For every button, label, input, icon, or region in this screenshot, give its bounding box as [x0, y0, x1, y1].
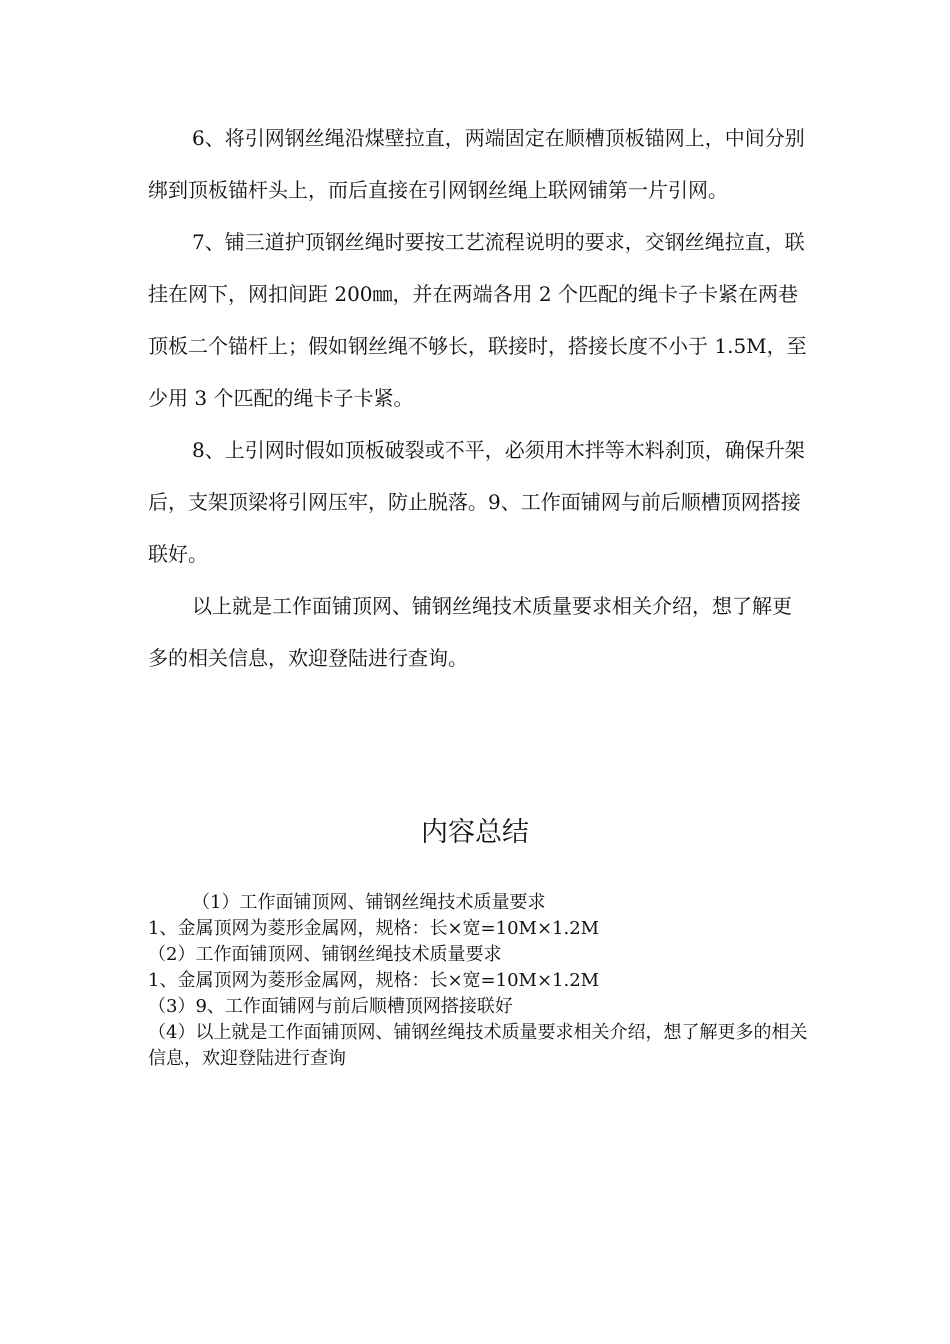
summary-line: 1、金属顶网为菱形金属网，规格：长×宽=10M×1.2M: [148, 970, 600, 991]
summary-line: （2）工作面铺顶网、铺钢丝绳技术质量要求: [148, 944, 502, 965]
summary-list: [148, 890, 808, 1072]
paragraph-closing: 以上就是工作面铺顶网、铺钢丝绳技术质量要求相关介绍，想了解更多的相关信息，欢迎登陆进行查询。: [148, 594, 792, 670]
paragraph-7: 7、铺三道护顶钢丝绳时要按工艺流程说明的要求，交钢丝绳拉直，联挂在网下，网扣间距 200㎜，并在两端各用 2 个匹配的绳卡子卡紧在两巷顶板二个锚杆上；假如钢丝绳不够长，联接时，搭接长度不小于 1.5M，至少用 3 个匹配的绳卡子卡紧。: [148, 230, 807, 410]
summary-line: （4）以上就是工作面铺顶网、铺钢丝绳技术质量要求相关介绍，想了解更多的相关信息，欢迎登陆进行查询: [148, 1022, 808, 1069]
paragraph-6: 6、将引网钢丝绳沿煤壁拉直，两端固定在顺槽顶板锚网上，中间分别绑到顶板锚杆头上，而后直接在引网钢丝绳上联网铺第一片引网。: [148, 126, 805, 202]
summary-title: 内容总结: [421, 817, 529, 849]
body-text: [148, 112, 808, 684]
summary-line: （1）工作面铺顶网、铺钢丝绳技术质量要求: [192, 892, 546, 913]
paragraph-8: 8、上引网时假如顶板破裂或不平，必须用木拌等木料刹顶，确保升架后，支架顶梁将引网压牢，防止脱落。9、工作面铺网与前后顺槽顶网搭接联好。: [148, 438, 805, 566]
summary-line: （3）9、工作面铺网与前后顺槽顶网搭接联好: [148, 996, 513, 1017]
summary-line: 1、金属顶网为菱形金属网，规格：长×宽=10M×1.2M: [148, 918, 600, 939]
